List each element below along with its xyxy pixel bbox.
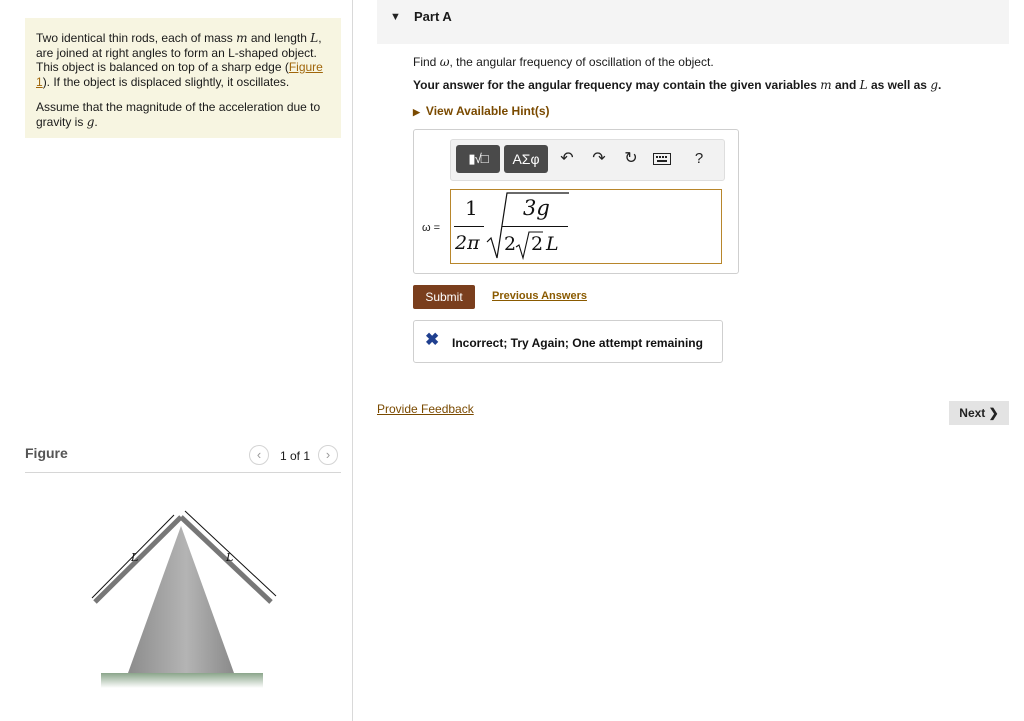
figure-drawing [85, 505, 285, 690]
problem-statement [25, 18, 341, 138]
omega-label: ω = [422, 222, 441, 234]
var-L: L [310, 31, 319, 45]
figure-next-button[interactable] [318, 445, 338, 465]
outer-numerator: 1 [465, 196, 478, 220]
ground [101, 673, 263, 688]
figure-prev-button[interactable] [249, 445, 269, 465]
column-divider [352, 0, 353, 721]
figure-page-count: 1 of 1 [280, 449, 311, 463]
feedback-message [413, 320, 723, 363]
chevron-right-icon: › [325, 447, 331, 462]
chevron-right-icon: ❯ [988, 406, 999, 420]
previous-answers-link[interactable]: Previous Answers [492, 290, 587, 302]
symbols-button[interactable]: ΑΣφ [504, 145, 548, 173]
provide-feedback-link[interactable]: Provide Feedback [377, 402, 474, 416]
math-answer-input[interactable] [450, 189, 722, 264]
var-g: g [86, 114, 95, 129]
templates-button[interactable]: ▮√□ [456, 145, 500, 173]
figure-title: Figure [25, 445, 68, 461]
rod-label-left: L [131, 551, 139, 564]
rod-label-right: L [226, 551, 234, 564]
sharp-edge-support [128, 526, 234, 673]
help-button[interactable]: ? [694, 150, 704, 167]
part-a-header[interactable] [377, 0, 1009, 44]
problem-paragraph-2: Assume that the magnitude of the acceleration due to gravity is g. [36, 100, 321, 129]
keyboard-glyph [653, 153, 671, 165]
undo-icon[interactable]: ↶ [560, 150, 574, 167]
figure-header [25, 443, 341, 473]
inner-radicand: 2 [531, 233, 544, 255]
feedback-text: Incorrect; Try Again; One attempt remaining [452, 336, 703, 350]
chevron-left-icon: ‹ [256, 447, 262, 462]
question-text: Find ω, the angular frequency of oscillation of the object. [413, 55, 714, 69]
outer-fraction-bar [454, 226, 484, 227]
keyboard-icon[interactable] [650, 146, 674, 172]
next-button[interactable]: Next ❯ [949, 401, 1009, 425]
inner-variable: L [546, 233, 559, 255]
inner-numerator: 3g [523, 196, 550, 220]
answer-instructions: Your answer for the angular frequency may contain the given variables m and L as well as g. [413, 78, 942, 92]
inner-coefficient: 2 [504, 233, 517, 255]
submit-button[interactable]: Submit [413, 285, 475, 309]
figure-link[interactable]: Figure 1 [36, 60, 323, 89]
inner-fraction-bar [502, 226, 568, 227]
reset-icon[interactable]: ↻ [624, 150, 638, 167]
part-a-title: Part A [414, 9, 452, 24]
problem-paragraph-1: Two identical thin rods, each of mass m and length L, are joined at right angles to form an L-shaped object. This object is balanced on top of a sharp edge (Figure 1). If the object is displaced slightly, it oscillates. [36, 31, 323, 89]
var-m: m [236, 31, 248, 45]
answer-box [413, 129, 739, 274]
caret-right-icon: ▶ [413, 107, 420, 117]
collapse-caret-icon[interactable]: ▼ [390, 11, 401, 23]
math-toolbar [450, 139, 725, 181]
redo-icon[interactable]: ↷ [592, 150, 606, 167]
x-icon: ✖ [425, 330, 440, 349]
view-hints-link[interactable]: ▶ View Available Hint(s) [413, 104, 550, 118]
outer-denominator: 2π [455, 232, 480, 254]
